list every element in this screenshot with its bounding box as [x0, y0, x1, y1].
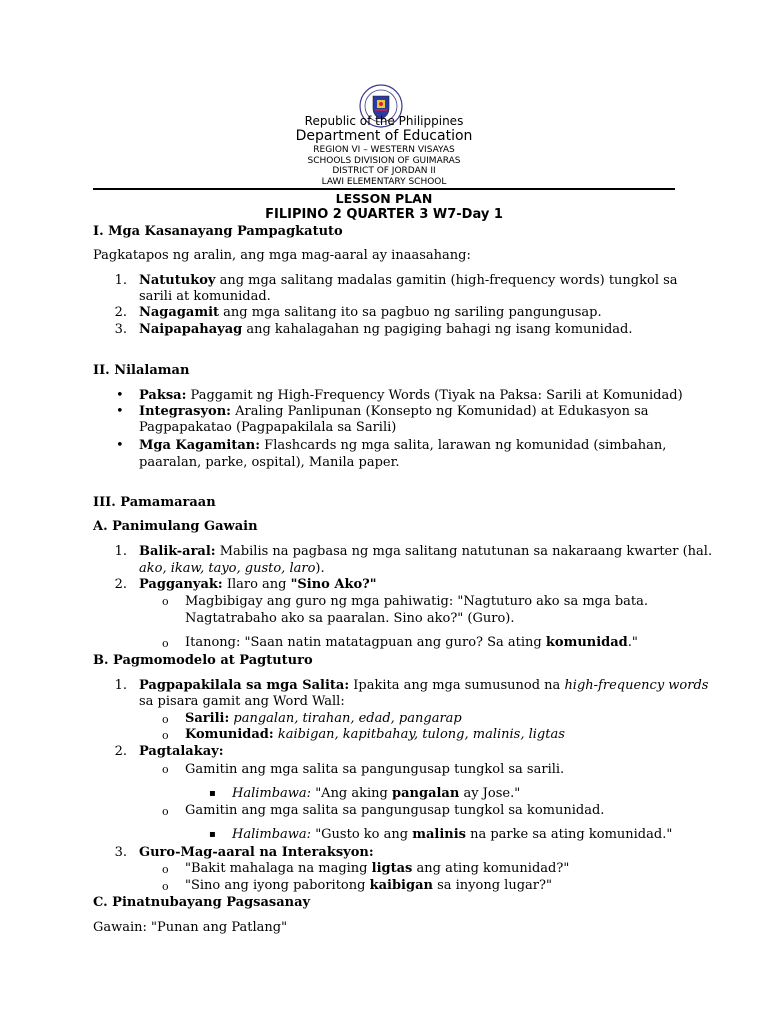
item-text: Ipakita ang mga sumusunod na — [349, 678, 565, 693]
bullet-icon: • — [116, 388, 124, 403]
list-item — [139, 273, 678, 289]
list-item — [139, 577, 377, 593]
circle-bullet-icon: o — [162, 763, 169, 776]
list-number: 2. — [114, 577, 127, 592]
objective-verb: Naipapahayag — [139, 322, 243, 337]
question-text-end: ang ating komunidad?" — [412, 861, 570, 876]
word-list: kaibigan, kapitbahay, tulong, malinis, ligtas — [273, 727, 565, 742]
keyword: komunidad — [545, 635, 628, 650]
part-c-heading: C. Pinatnubayang Pagsasanay — [93, 895, 311, 910]
square-bullet-icon: ▪ — [209, 829, 216, 840]
list-item — [139, 845, 374, 861]
bullet-text: Flashcards ng mga salita, larawan ng komunidad (simbahan, — [260, 438, 667, 453]
circle-bullet-icon: o — [162, 880, 169, 893]
bullet-text: Araling Panlipunan (Konsepto ng Komunidad) at Edukasyon sa — [230, 404, 649, 419]
question-item — [185, 878, 552, 894]
sub-item — [185, 727, 565, 743]
sub-item-text: Magbibigay ang guro ng mga pahiwatig: "Nagtuturo ako sa mga bata. — [185, 594, 649, 609]
activity-title: Gawain: "Punan ang Patlang" — [93, 920, 288, 935]
header-divider — [93, 188, 675, 190]
circle-bullet-icon: o — [162, 805, 169, 818]
sub-item-label: Komunidad: — [185, 727, 274, 742]
sub-item-end: ." — [627, 635, 638, 650]
example-label: Halimbawa: — [232, 786, 312, 801]
bullet-label: Integrasyon: — [139, 404, 231, 419]
square-bullet-icon: ▪ — [209, 788, 216, 799]
list-item — [139, 404, 649, 420]
region-line: REGION VI – WESTERN VISAYAS — [313, 145, 455, 155]
question-item — [185, 861, 569, 877]
game-title: "Sino Ako?" — [290, 577, 377, 592]
part-b-heading: B. Pagmomodelo at Pagtuturo — [93, 653, 313, 668]
item-label: Guro-Mag-aaral na Interaksyon: — [139, 845, 374, 860]
list-item — [139, 388, 683, 404]
circle-bullet-icon: o — [162, 729, 169, 742]
bullet-icon: • — [116, 404, 124, 419]
district-line: DISTRICT OF JORDAN II — [332, 166, 436, 176]
sub-item-text: Itanong: "Saan natin matatagpuan ang guro? Sa ating — [185, 635, 546, 650]
objective-verb: Natutukoy — [139, 273, 216, 288]
keyword: pangalan — [392, 786, 460, 801]
objective-verb: Nagagamit — [139, 305, 220, 320]
list-number: 3. — [114, 845, 127, 860]
keyword: kaibigan — [369, 878, 433, 893]
list-number: 1. — [114, 273, 127, 288]
example-item — [232, 827, 672, 843]
department-name: Department of Education — [295, 128, 473, 144]
circle-bullet-icon: o — [162, 863, 169, 876]
list-item — [139, 678, 708, 694]
objective-text: ang mga salitang ito sa pagbuo ng sariling pangungusap. — [219, 305, 602, 320]
example-text-end: na parke sa ating komunidad." — [465, 827, 673, 842]
question-text-end: sa inyong lugar?" — [432, 878, 552, 893]
list-number: 2. — [114, 744, 127, 759]
sub-item-text: Gamitin ang mga salita sa pangungusap tungkol sa sarili. — [185, 762, 565, 777]
part-a-heading: A. Panimulang Gawain — [93, 519, 258, 534]
bullet-text-cont: paaralan, parke, ospital), Manila paper. — [139, 455, 400, 470]
list-number: 1. — [114, 678, 127, 693]
item-italic: high-frequency words — [564, 678, 709, 693]
circle-bullet-icon: o — [162, 637, 169, 650]
item-text: Mabilis na pagbasa ng mga salitang natutunan sa nakaraang kwarter (hal. — [215, 544, 713, 559]
objective-text-cont: sarili at komunidad. — [139, 289, 271, 304]
list-number: 3. — [114, 322, 127, 337]
word-list: pangalan, tirahan, edad, pangarap — [229, 711, 462, 726]
list-number: 2. — [114, 305, 127, 320]
list-number: 1. — [114, 544, 127, 559]
list-item — [139, 744, 224, 760]
bullet-label: Paksa: — [139, 388, 187, 403]
item-text-cont: sa pisara gamit ang Word Wall: — [139, 694, 345, 709]
list-item — [139, 544, 712, 560]
subject-title: FILIPINO 2 QUARTER 3 W7-Day 1 — [265, 207, 503, 222]
division-line: SCHOOLS DIVISION OF GUIMARAS — [307, 156, 461, 166]
example-item — [232, 786, 520, 802]
sub-item-text: Gamitin ang mga salita sa pangungusap tungkol sa komunidad. — [185, 803, 605, 818]
sub-item-label: Sarili: — [185, 711, 230, 726]
item-text: Ilaro ang — [222, 577, 291, 592]
item-text-end: ). — [315, 561, 325, 576]
list-item — [139, 322, 632, 338]
sub-item — [185, 711, 462, 727]
example-text: "Gusto ko ang — [311, 827, 413, 842]
circle-bullet-icon: o — [162, 713, 169, 726]
item-label: Pagganyak: — [139, 577, 223, 592]
item-label: Balik-aral: — [139, 544, 216, 559]
objective-text: ang kahalagahan ng pagiging bahagi ng isang komunidad. — [242, 322, 633, 337]
sub-item-text-cont: Nagtatrabaho ako sa paaralan. Sino ako?" (Guro). — [185, 611, 515, 626]
list-item — [139, 305, 602, 321]
republic-line: Republic of the Philippines — [304, 114, 464, 128]
objective-text: ang mga salitang madalas gamitin (high-frequency words) tungkol sa — [215, 273, 678, 288]
circle-bullet-icon: o — [162, 595, 169, 608]
section-1-intro: Pagkatapos ng aralin, ang mga mag-aaral ay inaasahang: — [93, 248, 471, 263]
example-label: Halimbawa: — [232, 827, 312, 842]
sub-item — [185, 635, 638, 651]
example-text: "Ang aking — [311, 786, 393, 801]
bullet-text: Paggamit ng High-Frequency Words (Tiyak na Paksa: Sarili at Komunidad) — [186, 388, 683, 403]
question-text: "Sino ang iyong paboritong — [185, 878, 370, 893]
doc-type: LESSON PLAN — [335, 191, 433, 206]
item-text-cont — [139, 561, 325, 577]
bullet-label: Mga Kagamitan: — [139, 438, 261, 453]
question-text: "Bakit mahalaga na maging — [185, 861, 372, 876]
item-label: Pagtalakay: — [139, 744, 224, 759]
list-item — [139, 438, 666, 454]
keyword: malinis — [412, 827, 466, 842]
example-words: ako, ikaw, tayo, gusto, laro — [139, 561, 316, 576]
section-3-heading: III. Pamamaraan — [93, 495, 216, 510]
item-label: Pagpapakilala sa mga Salita: — [139, 678, 350, 693]
school-line: LAWI ELEMENTARY SCHOOL — [321, 177, 447, 187]
keyword: ligtas — [371, 861, 413, 876]
bullet-icon: • — [116, 438, 124, 453]
example-text-end: ay Jose." — [459, 786, 521, 801]
section-1-heading: I. Mga Kasanayang Pampagkatuto — [93, 224, 343, 239]
section-2-heading: II. Nilalaman — [93, 363, 190, 378]
bullet-text-cont: Pagpapakatao (Pagpapakilala sa Sarili) — [139, 420, 397, 435]
